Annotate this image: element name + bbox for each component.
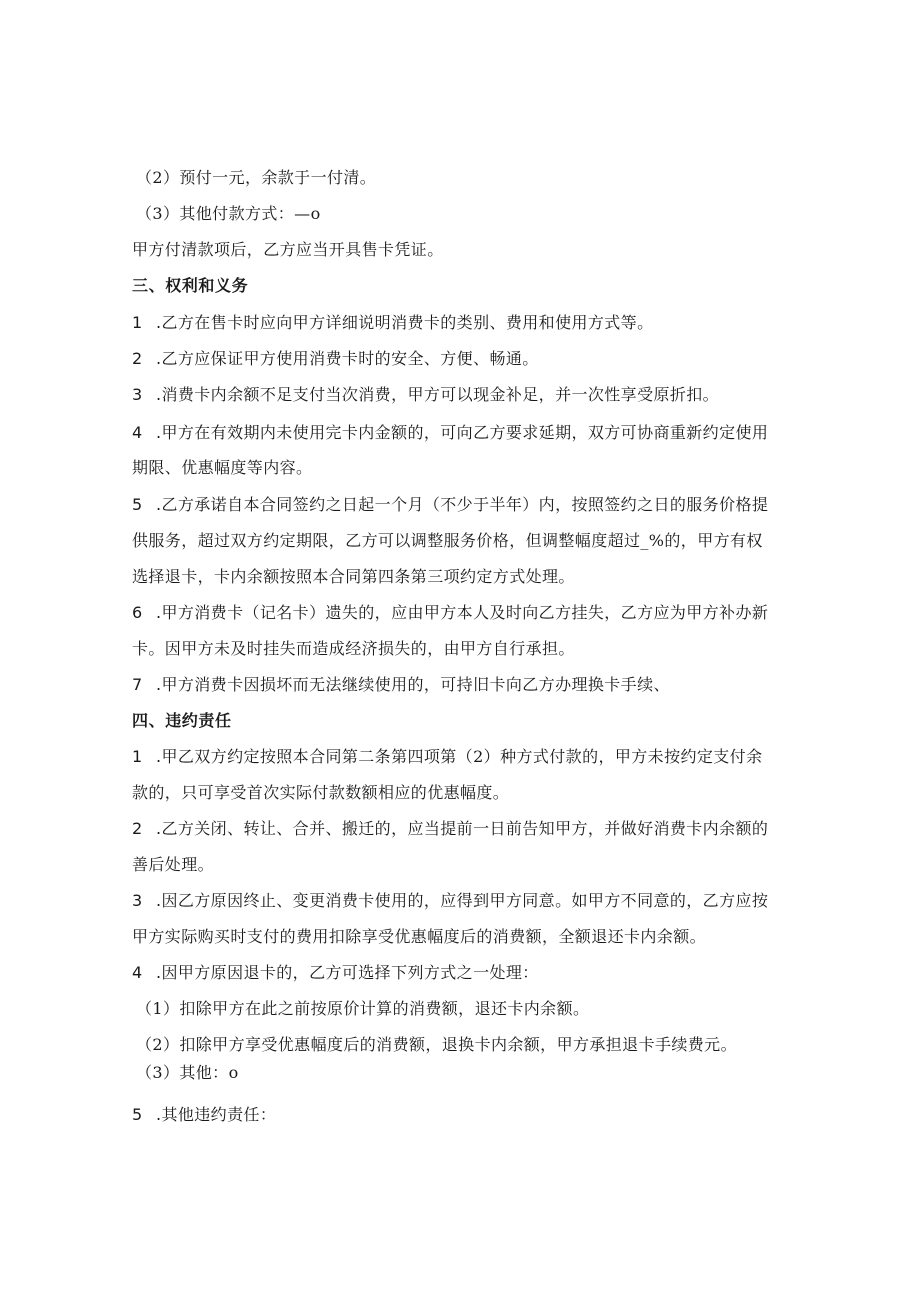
rights-item-5-cont1: 供服务，超过双方约定期限，乙方可以调整服务价格，但调整幅度超过_%的，甲方有权: [132, 531, 763, 550]
item-text: .乙方承诺自本合同签约之日起一个月（不少于半年）内，按照签约之日的服务价格提: [156, 495, 769, 514]
liability-item-2-cont: 善后处理。: [132, 855, 215, 874]
item-number: 5: [132, 495, 143, 514]
refund-option-1: （1）扣除甲方在此之前按原价计算的消费额，退还卡内余额。: [136, 999, 590, 1018]
payment-option-3: （3）其他付款方式：—o: [136, 204, 321, 223]
item-text: .甲方消费卡因损坏而无法继续使用的，可持旧卡向乙方办理换卡手续、: [156, 675, 670, 694]
liability-item-2: [132, 818, 880, 840]
item-number: 3: [132, 385, 143, 404]
liability-item-3-cont: 甲方实际购买时支付的费用扣除享受优惠幅度后的消费额，全额退还卡内余额。: [132, 927, 707, 946]
item-number: 4: [132, 423, 143, 442]
item-text: .因乙方原因终止、变更消费卡使用的，应得到甲方同意。如甲方不同意的，乙方应按: [156, 891, 769, 910]
item-number: 4: [132, 963, 143, 982]
item-number: 1: [132, 747, 143, 766]
section-heading-liability: 四、违约责任: [132, 711, 232, 730]
item-number: 2: [132, 819, 143, 838]
item-text: .乙方应保证甲方使用消费卡时的安全、方便、畅通。: [156, 349, 539, 368]
liability-item-1-cont: 款的，只可享受首次实际付款数额相应的优惠幅度。: [132, 783, 510, 802]
liability-item-1: [132, 746, 880, 768]
rights-item-5: [132, 494, 880, 516]
rights-item-4-cont: 期限、优惠幅度等内容。: [132, 458, 313, 477]
item-text: .乙方关闭、转让、合并、搬迁的，应当提前一日前告知甲方，并做好消费卡内余额的: [156, 819, 769, 838]
item-text: .消费卡内余额不足支付当次消费，甲方可以现金补足，并一次性享受原折扣。: [156, 385, 720, 404]
item-number: 7: [132, 675, 143, 694]
rights-item-4: [132, 422, 880, 444]
item-text: .甲方消费卡（记名卡）遗失的，应由甲方本人及时向乙方挂失，乙方应为甲方补办新: [156, 603, 769, 622]
liability-item-5: [132, 1104, 880, 1126]
item-number: 1: [132, 313, 143, 332]
refund-option-3: （3）其他：o: [136, 1063, 239, 1082]
item-number: 6: [132, 603, 143, 622]
rights-item-5-cont2: 选择退卡，卡内余额按照本合同第四条第三项约定方式处理。: [132, 567, 575, 586]
item-number: 2: [132, 349, 143, 368]
rights-item-7: [132, 674, 880, 696]
rights-item-3: [132, 384, 880, 406]
liability-item-4: [132, 962, 880, 984]
payment-option-2: （2）预付一元，余款于一付清。: [136, 168, 377, 187]
item-text: .甲方在有效期内未使用完卡内金额的，可向乙方要求延期，双方可协商重新约定使用: [156, 423, 769, 442]
section-heading-rights: 三、权利和义务: [132, 276, 249, 295]
liability-item-3: [132, 890, 880, 912]
rights-item-1: [132, 312, 880, 334]
item-text: .因甲方原因退卡的，乙方可选择下列方式之一处理：: [156, 963, 539, 982]
item-text: .甲乙双方约定按照本合同第二条第四项第（2）种方式付款的，甲方未按约定支付余: [156, 747, 763, 766]
item-number: 3: [132, 891, 143, 910]
receipt-clause: 甲方付清款项后，乙方应当开具售卡凭证。: [132, 240, 444, 259]
refund-option-2: （2）扣除甲方享受优惠幅度后的消费额，退换卡内余额，甲方承担退卡手续费元。: [136, 1035, 737, 1054]
rights-item-2: [132, 348, 880, 370]
item-number: 5: [132, 1105, 143, 1124]
rights-item-6: [132, 602, 880, 624]
item-text: .其他违约责任：: [156, 1105, 277, 1124]
rights-item-6-cont: 卡。因甲方未及时挂失而造成经济损失的，由甲方自行承担。: [132, 639, 575, 658]
item-text: .乙方在售卡时应向甲方详细说明消费卡的类别、费用和使用方式等。: [156, 313, 654, 332]
